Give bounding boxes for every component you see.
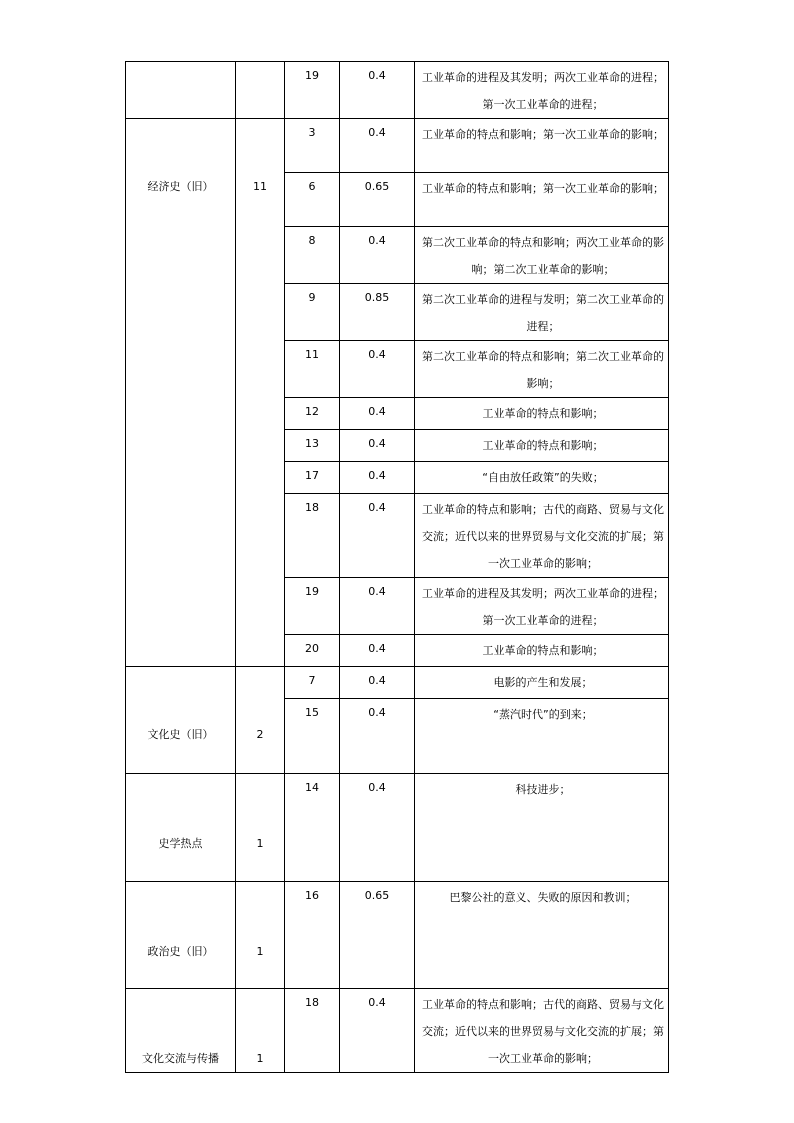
- knowledge-content: 工业革命的特点和影响；: [415, 398, 669, 430]
- knowledge-point-table: [125, 61, 669, 1073]
- question-number: 9: [285, 284, 340, 341]
- score-cell: 0.4: [340, 398, 415, 430]
- question-number: 17: [285, 462, 340, 494]
- question-number: 14: [285, 774, 340, 882]
- count-cell: 2: [236, 667, 285, 774]
- question-number: 18: [285, 989, 340, 1073]
- count-cell: 11: [236, 119, 285, 667]
- score-cell: 0.4: [340, 774, 415, 882]
- question-number: 3: [285, 119, 340, 173]
- knowledge-content: 工业革命的特点和影响；古代的商路、贸易与文化交流；近代以来的世界贸易与文化交流的扩展；第一次工业革命的影响；: [415, 494, 669, 578]
- category-cell: 经济史（旧）: [126, 119, 236, 667]
- category-cell: 史学热点: [126, 774, 236, 882]
- question-number: 13: [285, 430, 340, 462]
- score-cell: 0.4: [340, 494, 415, 578]
- score-cell: 0.4: [340, 699, 415, 774]
- question-number: 19: [285, 62, 340, 119]
- category-cell: [126, 62, 236, 119]
- score-cell: 0.4: [340, 430, 415, 462]
- table-row: [126, 774, 669, 882]
- score-cell: 0.4: [340, 227, 415, 284]
- score-cell: 0.65: [340, 173, 415, 227]
- table-row: [126, 62, 669, 119]
- knowledge-content: 工业革命的特点和影响；古代的商路、贸易与文化交流；近代以来的世界贸易与文化交流的扩展；第一次工业革命的影响；: [415, 989, 669, 1073]
- count-cell: [236, 62, 285, 119]
- table-row: [126, 882, 669, 989]
- knowledge-content: “蒸汽时代”的到来；: [415, 699, 669, 774]
- score-cell: 0.4: [340, 578, 415, 635]
- knowledge-content: 科技进步；: [415, 774, 669, 882]
- table-row: [126, 119, 669, 173]
- question-number: 15: [285, 699, 340, 774]
- count-cell: 1: [236, 989, 285, 1073]
- knowledge-content: “自由放任政策”的失败；: [415, 462, 669, 494]
- knowledge-content: 第二次工业革命的特点和影响；两次工业革命的影响；第二次工业革命的影响；: [415, 227, 669, 284]
- knowledge-content: 工业革命的进程及其发明；两次工业革命的进程；第一次工业革命的进程；: [415, 578, 669, 635]
- question-number: 16: [285, 882, 340, 989]
- count-cell: 1: [236, 774, 285, 882]
- knowledge-content: 工业革命的特点和影响；第一次工业革命的影响；: [415, 119, 669, 173]
- score-cell: 0.4: [340, 635, 415, 667]
- knowledge-content: 工业革命的特点和影响；: [415, 635, 669, 667]
- score-cell: 0.65: [340, 882, 415, 989]
- category-cell: 政治史（旧）: [126, 882, 236, 989]
- table-row: [126, 667, 669, 699]
- count-cell: 1: [236, 882, 285, 989]
- score-cell: 0.4: [340, 462, 415, 494]
- question-number: 20: [285, 635, 340, 667]
- knowledge-content: 电影的产生和发展；: [415, 667, 669, 699]
- question-number: 6: [285, 173, 340, 227]
- knowledge-content: 第二次工业革命的特点和影响；第二次工业革命的影响；: [415, 341, 669, 398]
- question-number: 18: [285, 494, 340, 578]
- score-cell: 0.4: [340, 62, 415, 119]
- score-cell: 0.4: [340, 341, 415, 398]
- category-cell: 文化交流与传播: [126, 989, 236, 1073]
- question-number: 12: [285, 398, 340, 430]
- knowledge-content: 工业革命的特点和影响；第一次工业革命的影响；: [415, 173, 669, 227]
- question-number: 8: [285, 227, 340, 284]
- knowledge-content: 工业革命的特点和影响；: [415, 430, 669, 462]
- knowledge-content: 巴黎公社的意义、失败的原因和教训；: [415, 882, 669, 989]
- knowledge-content: 工业革命的进程及其发明；两次工业革命的进程；第一次工业革命的进程；: [415, 62, 669, 119]
- question-number: 19: [285, 578, 340, 635]
- score-cell: 0.4: [340, 989, 415, 1073]
- question-number: 11: [285, 341, 340, 398]
- score-cell: 0.4: [340, 667, 415, 699]
- knowledge-content: 第二次工业革命的进程与发明；第二次工业革命的进程；: [415, 284, 669, 341]
- category-cell: 文化史（旧）: [126, 667, 236, 774]
- score-cell: 0.4: [340, 119, 415, 173]
- table-row: [126, 989, 669, 1073]
- question-number: 7: [285, 667, 340, 699]
- score-cell: 0.85: [340, 284, 415, 341]
